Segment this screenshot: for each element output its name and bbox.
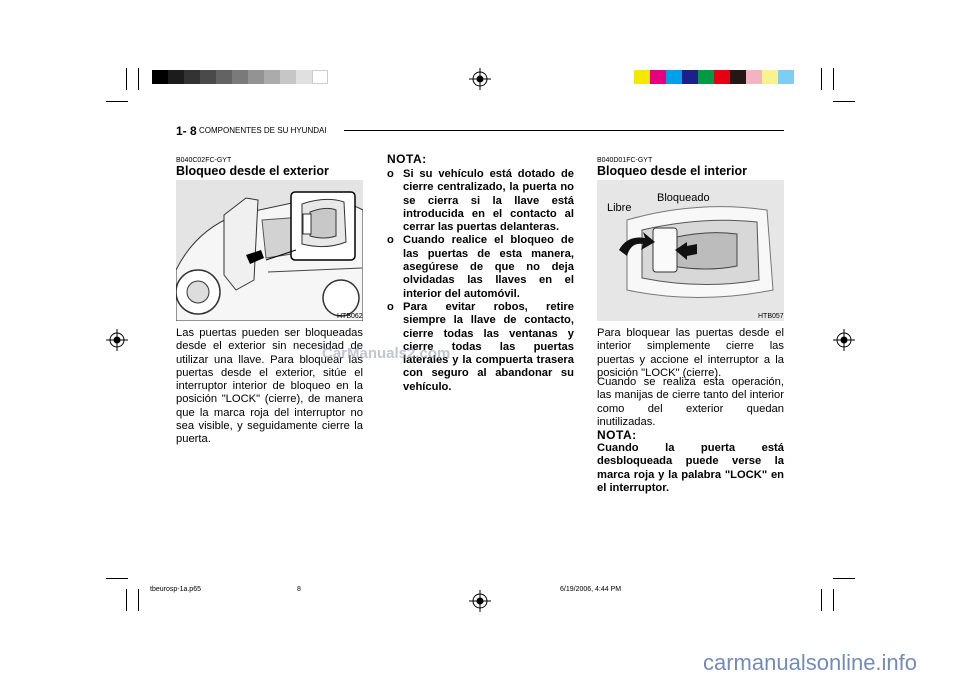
registration-mark-icon bbox=[106, 329, 128, 351]
list-item-text: Para evitar robos, retire siempre la llave de contacto, cierre todas las ventanas y cierre todas las puertas laterales y la compuerta trasera con seguro al abandonar su vehículo. bbox=[403, 300, 574, 393]
swatch bbox=[746, 70, 762, 84]
nota-text: Cuando la puerta está desbloqueada puede verse la marca roja y la palabra "LOCK" en el interruptor. bbox=[597, 442, 784, 494]
page-number: 1- 8 bbox=[176, 124, 197, 138]
section-title: COMPONENTES DE SU HYUNDAI bbox=[199, 126, 327, 135]
swatch bbox=[650, 70, 666, 84]
swatch bbox=[730, 70, 746, 84]
figure-exterior-lock bbox=[176, 180, 363, 321]
figure-code: HTB057 bbox=[758, 313, 784, 320]
bullet: o bbox=[387, 234, 394, 247]
color-swatch-bar bbox=[634, 70, 794, 84]
swatch bbox=[168, 70, 184, 84]
bullet: o bbox=[387, 300, 394, 313]
swatch bbox=[200, 70, 216, 84]
registration-mark-icon bbox=[833, 329, 855, 351]
swatch bbox=[264, 70, 280, 84]
footer-page: 8 bbox=[297, 586, 301, 593]
swatch bbox=[778, 70, 794, 84]
list-item bbox=[387, 234, 574, 300]
footer-date: 6/19/2006, 4:44 PM bbox=[560, 586, 622, 593]
label-libre: Libre bbox=[607, 202, 632, 214]
list-item-text: Si su vehículo está dotado de cierre centralizado, la puerta no se cierra si la llave está introducida en el contacto al cerrar las puertas delanteras. bbox=[403, 168, 574, 234]
watermark-overlay: CarManuals2.com bbox=[322, 345, 451, 362]
bullet: o bbox=[387, 168, 394, 180]
section-code: B040C02FC-GYT bbox=[176, 157, 232, 164]
figure-interior-lock bbox=[597, 180, 784, 321]
label-bloqueado: Bloqueado bbox=[657, 192, 710, 204]
footer-file: tbeurosp-1a.p65 bbox=[150, 586, 201, 593]
figure-code: HTB062 bbox=[337, 313, 363, 320]
swatch bbox=[682, 70, 698, 84]
swatch bbox=[232, 70, 248, 84]
section-heading: Bloqueo desde el exterior bbox=[176, 164, 329, 178]
gray-swatch-bar bbox=[152, 70, 328, 84]
registration-mark-icon bbox=[469, 590, 491, 612]
body-paragraph: Las puertas pueden ser bloqueadas desde el exterior sin necesidad de utilizar una llave. Para bloquear las puertas desde el exterior, sitúe el interruptor interior de bloqueo en la posición "LOCK" (cierre), de manera que la marca roja del interruptor no sea visible, y seguidamente cierre la puerta. bbox=[176, 327, 363, 446]
swatch bbox=[280, 70, 296, 84]
swatch bbox=[698, 70, 714, 84]
car-door-illustration bbox=[176, 180, 363, 321]
watermark-site: carmanualsonline.info bbox=[703, 650, 918, 675]
swatch bbox=[666, 70, 682, 84]
nota-heading: NOTA: bbox=[387, 152, 427, 166]
swatch bbox=[216, 70, 232, 84]
section-code: B040D01FC-GYT bbox=[597, 157, 653, 164]
swatch bbox=[762, 70, 778, 84]
swatch bbox=[296, 70, 312, 84]
swatch bbox=[634, 70, 650, 84]
body-paragraph: Cuando se realiza esta operación, las manijas de cierre tanto del interior como del exterior quedan inutilizadas. bbox=[597, 376, 784, 428]
registration-mark-icon bbox=[469, 68, 491, 90]
section-heading: Bloqueo desde el interior bbox=[597, 164, 748, 178]
swatch bbox=[248, 70, 264, 84]
swatch bbox=[714, 70, 730, 84]
nota-heading: NOTA: bbox=[597, 428, 637, 442]
body-paragraph: Para bloquear las puertas desde el interior simplemente cierre las puertas y accione el interruptor a la posición "LOCK" (cierre). bbox=[597, 327, 784, 379]
list-item bbox=[387, 168, 574, 234]
list-item-text: Cuando realice el bloqueo de las puertas de esta manera, asegúrese de que no deja olvidadas las llaves en el interior del automóvil. bbox=[403, 234, 574, 300]
swatch bbox=[152, 70, 168, 84]
swatch bbox=[184, 70, 200, 84]
swatch bbox=[312, 70, 328, 84]
header-rule bbox=[344, 130, 784, 131]
